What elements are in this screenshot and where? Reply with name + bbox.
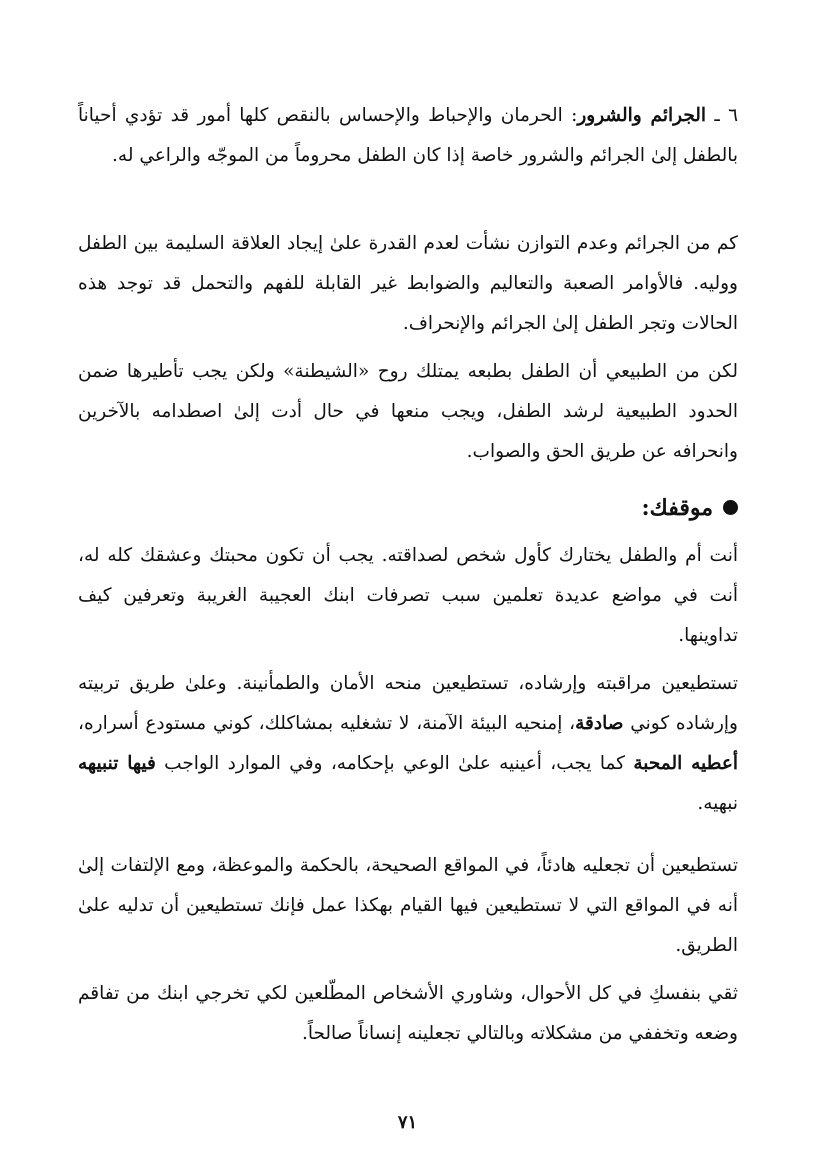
bold-term: الجرائم والشرور: [577, 105, 707, 126]
text-segment: كما يجب، أعينيه علىٰ الوعي بإحكامه، وفي الموارد الواجب: [155, 753, 634, 774]
paragraph-crimes: [78, 96, 738, 176]
paragraph-text: تستطيعين أن تجعليه هادئاً، في المواقع الصحيحة، بالحكمة والموعظة، ومع الإلتفات إلىٰ أنه في المواقع التي لا تستطيعين فيها القيام بهكذا عمل فإنك تستطيعين أن تدليه علىٰ الطريق.: [78, 855, 738, 956]
bullet-icon: [723, 500, 738, 515]
paragraph-text: [78, 664, 738, 824]
bold-phrase: أعطيه المحبة: [633, 753, 738, 774]
paragraph-confidence: [78, 974, 738, 1054]
paragraph-guidance: [78, 664, 738, 824]
paragraph-rest: : الحرمان والإحباط والإحساس بالنقص كلها أمور قد تؤدي أحياناً بالطفل إلىٰ الجرائم والشرور خاصة إذا كان الطفل محروماً من الموجّه والراعي له.: [78, 105, 738, 166]
heading-label: موقفك:: [641, 495, 713, 521]
paragraph-text: ثقي بنفسكِ في كل الأحوال، وشاوري الأشخاص المطّلعين لكي تخرجي ابنك من تفاقم وضعه وتخففي من مشكلاته وبالتالي تجعلينه إنساناً صالحاً.: [78, 983, 738, 1044]
paragraph-text: لكن من الطبيعي أن الطفل بطبعه يمتلك روح «الشيطنة» ولكن يجب تأطيرها ضمن الحدود الطبيعية لرشد الطفل، ويجب منعها في حال أدت إلىٰ اصطدامه بالآخرين وانحرافه عن طريق الحق والصواب.: [78, 361, 738, 462]
paragraph-calm: [78, 846, 738, 966]
paragraph-text: كم من الجرائم وعدم التوازن نشأت لعدم القدرة علىٰ إيجاد العلاقة السليمة بين الطفل ووليه. فالأوامر الصعبة والتعاليم والضوابط غير القابلة للفهم والتحمل قد توجد هذه الحالات وتجر الطفل إلىٰ الجرائم والإنحراف.: [78, 233, 738, 334]
paragraph-imbalance: [78, 224, 738, 344]
paragraph-text: [78, 96, 738, 176]
bold-phrase: فيها تنبيهه: [78, 753, 156, 774]
section-heading: [78, 488, 738, 528]
paragraph-mischief: [78, 352, 738, 472]
bold-phrase: صادقة: [575, 713, 624, 734]
item-number: ٦ ـ: [706, 105, 738, 126]
page-number: ٧١: [397, 1112, 418, 1133]
text-segment: نبهيه.: [697, 793, 738, 814]
paragraph-mother: [78, 536, 738, 656]
text-segment: ، إمنحيه البيئة الآمنة، لا تشغليه بمشاكلك، كوني مستودع أسراره،: [78, 713, 576, 734]
paragraph-text: أنت أم والطفل يختارك كأول شخص لصداقته. يجب أن تكون محبتك وعشقك كله له، أنت في مواضع عديدة تعلمين سبب تصرفات ابنك العجيبة الغريبة وتعرفين كيف تداوينها.: [78, 545, 738, 646]
text-segment: تستطيعين مراقبته وإرشاده، تستطيعين منحه الأمان والطمأنينة. وعلىٰ طريق تربيته وإرشاده كوني: [78, 673, 738, 734]
